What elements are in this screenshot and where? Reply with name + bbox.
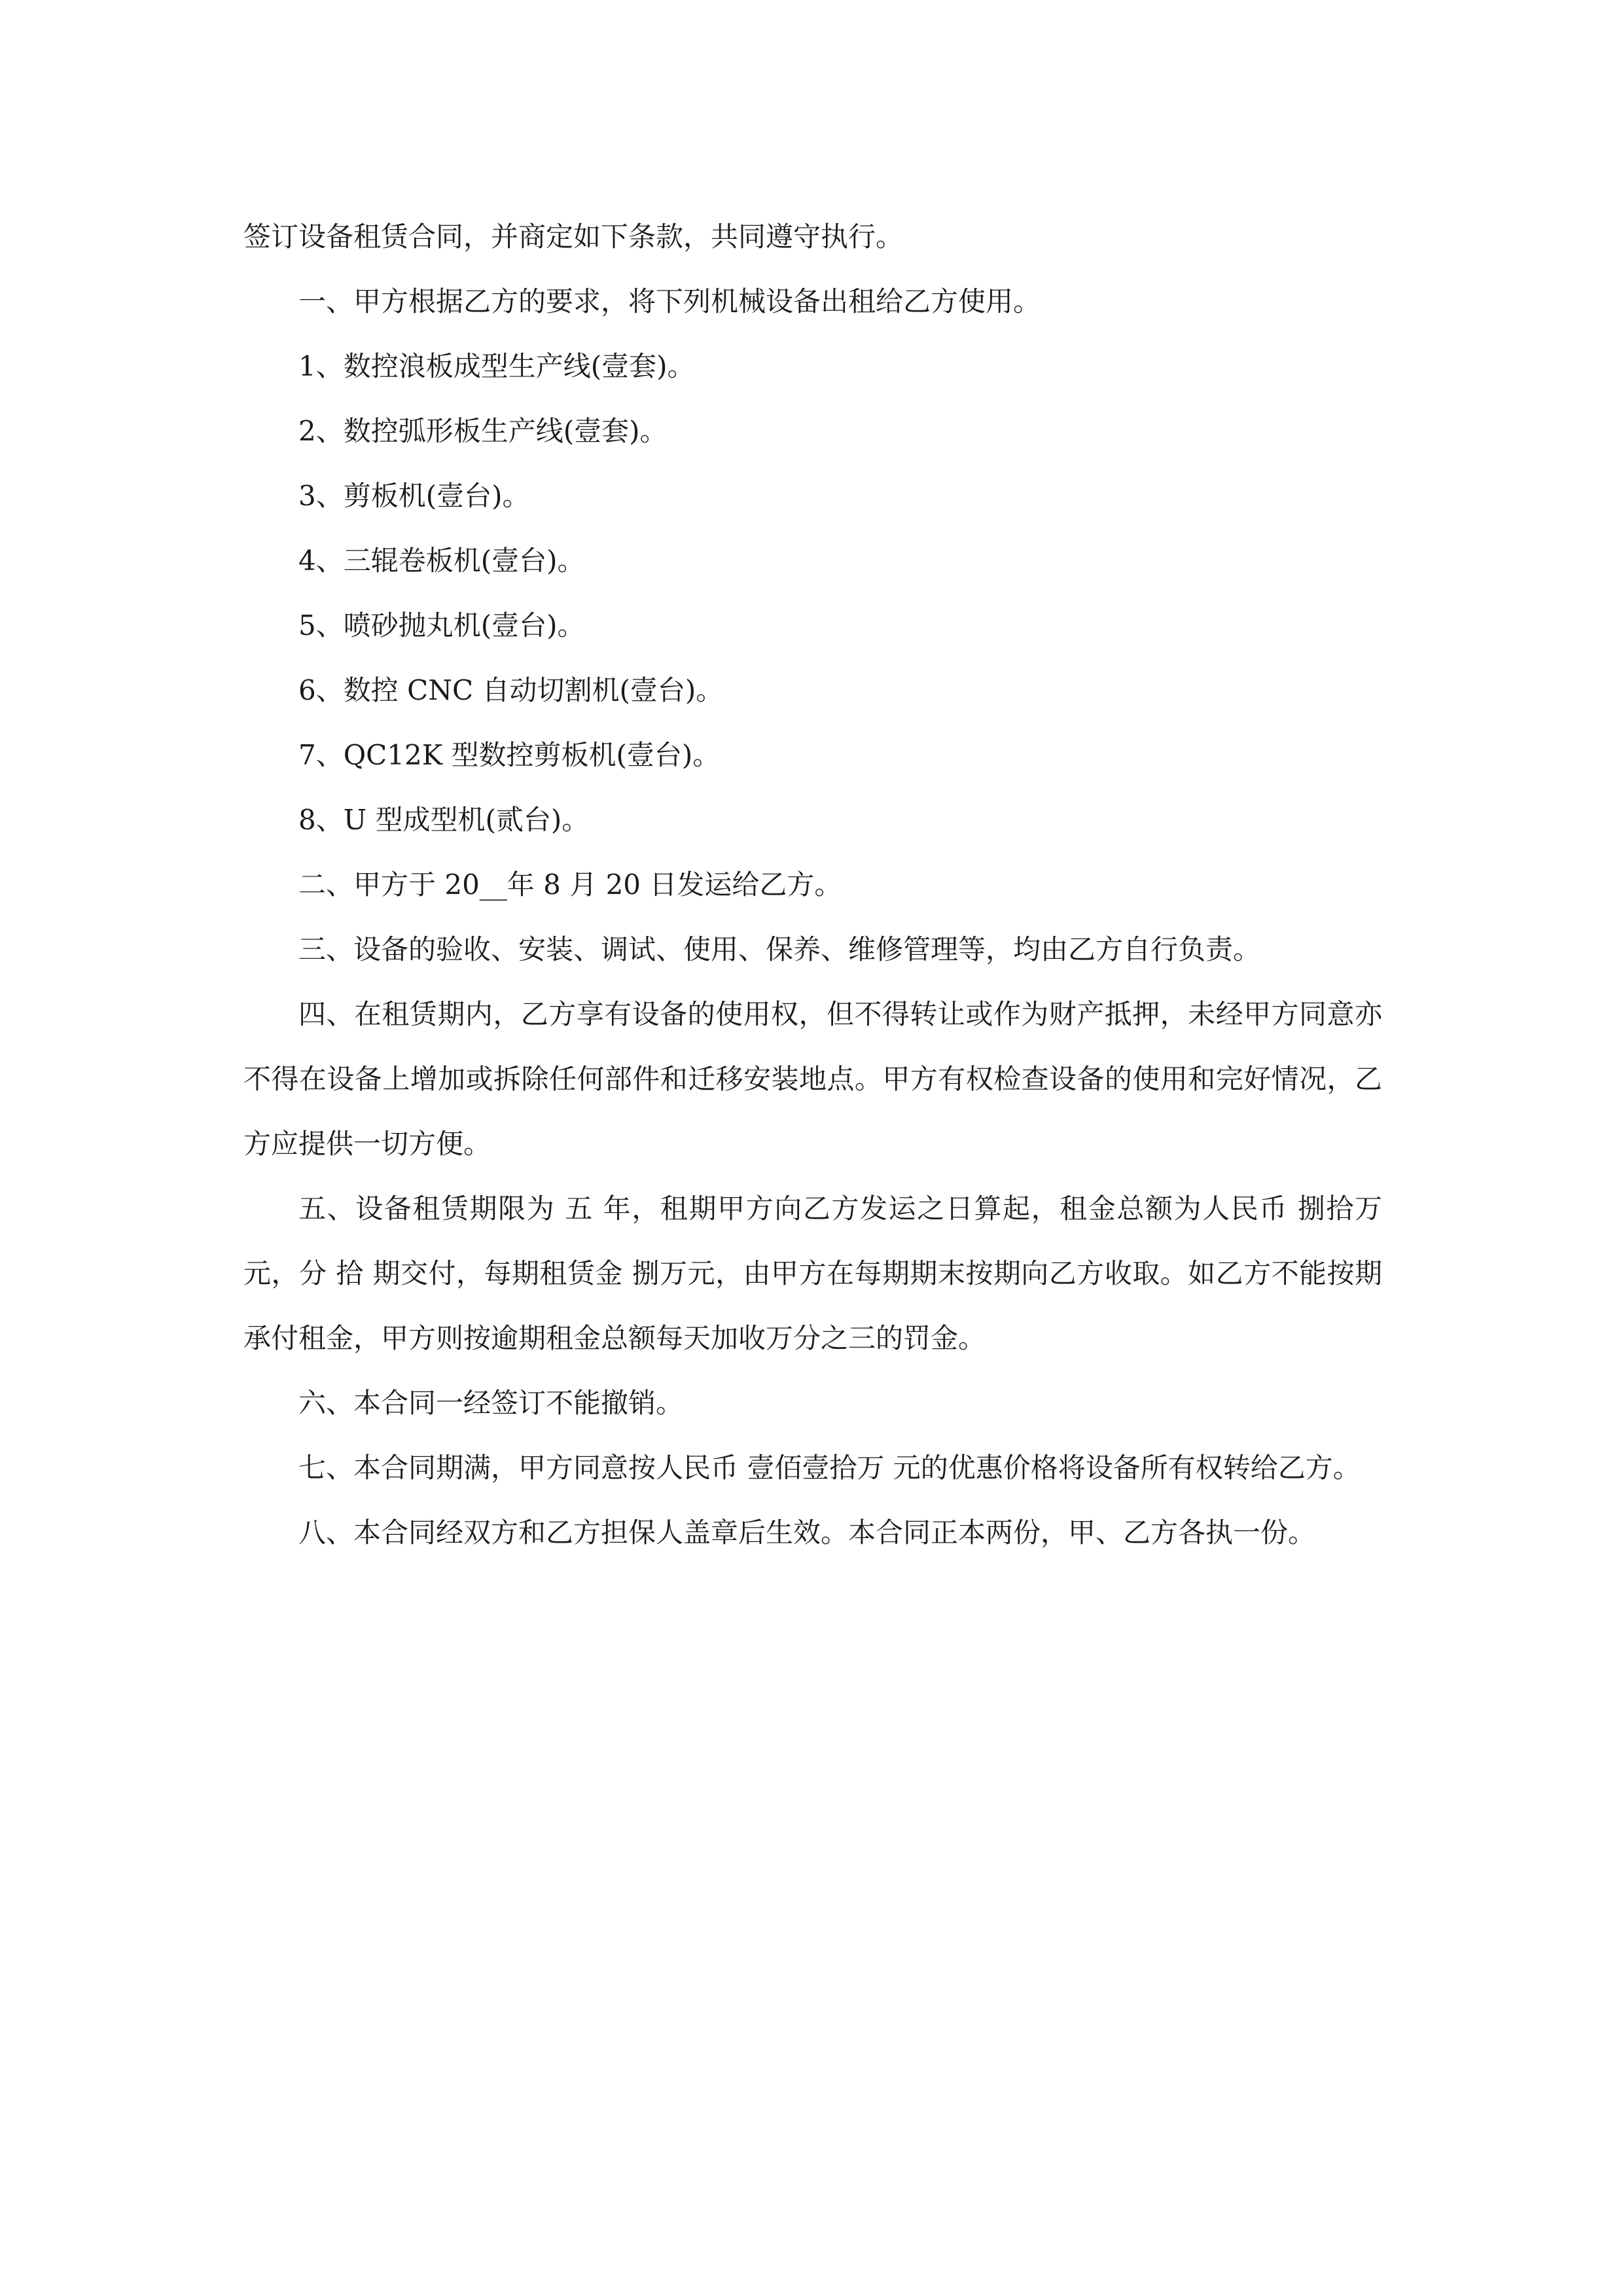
clause-4: 四、在租赁期内，乙方享有设备的使用权，但不得转让或作为财产抵押，未经甲方同意亦不得在设备上增加或拆除任何部件和迁移安装地点。甲方有权检查设备的使用和完好情况，乙方应提供一切方便。	[243, 998, 1382, 1160]
paragraph-opening: 签订设备租赁合同，并商定如下条款，共同遵守执行。	[243, 221, 904, 253]
equipment-item-3: 3、剪板机(壹台)。	[298, 480, 530, 512]
clause-2: 二、甲方于 20__年 8 月 20 日发运给乙方。	[298, 869, 842, 901]
equipment-item-1: 1、数控浪板成型生产线(壹套)。	[298, 350, 695, 382]
clause-8: 八、本合同经双方和乙方担保人盖章后生效。本合同正本两份，甲、乙方各执一份。	[298, 1516, 1316, 1549]
equipment-item-8: 8、U 型成型机(贰台)。	[298, 804, 590, 836]
clause-6: 六、本合同一经签订不能撤销。	[298, 1387, 684, 1419]
equipment-item-7: 7、QC12K 型数控剪板机(壹台)。	[298, 739, 721, 771]
clause-5: 五、设备租赁期限为 五 年，租期甲方向乙方发运之日算起，租金总额为人民币 捌拾万元，分 拾 期交付，每期租赁金 捌万元，由甲方在每期期末按期向乙方收取。如乙方不能按期承付租金，甲方则按逾期租金总额每天加收万分之三的罚金。	[243, 1193, 1382, 1354]
equipment-item-5: 5、喷砂抛丸机(壹台)。	[298, 609, 585, 641]
clause-1: 一、甲方根据乙方的要求，将下列机械设备出租给乙方使用。	[298, 285, 1041, 317]
clause-3: 三、设备的验收、安装、调试、使用、保养、维修管理等，均由乙方自行负责。	[298, 933, 1261, 965]
clause-7: 七、本合同期满，甲方同意按人民币 壹佰壹拾万 元的优惠价格将设备所有权转给乙方。	[298, 1452, 1361, 1484]
equipment-item-4: 4、三辊卷板机(壹台)。	[298, 545, 585, 577]
equipment-item-2: 2、数控弧形板生产线(壹套)。	[298, 415, 668, 447]
equipment-item-6: 6、数控 CNC 自动切割机(壹台)。	[298, 674, 724, 706]
contract-body	[243, 204, 1382, 1565]
